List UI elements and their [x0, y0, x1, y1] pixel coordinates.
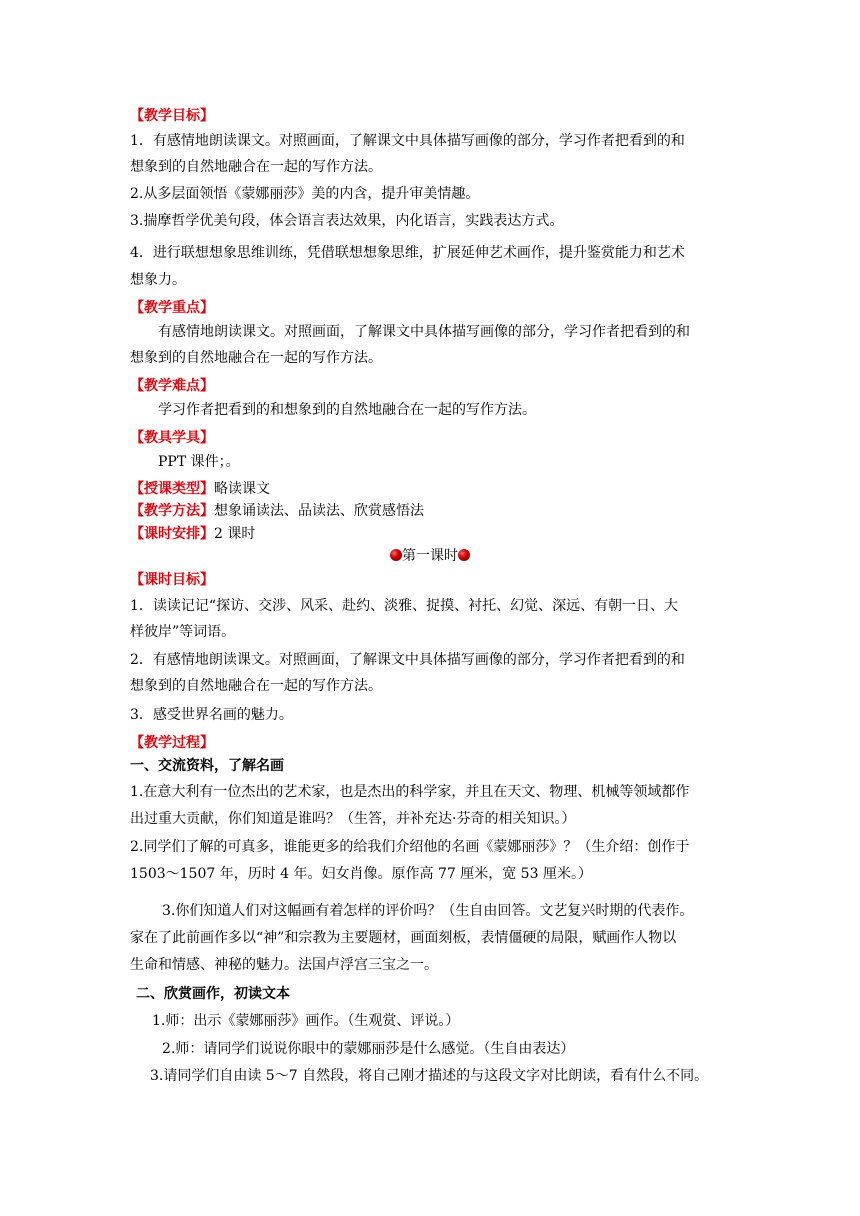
lesson-goal-line: 3．感受世界名画的魅力。 [130, 707, 293, 723]
heading-schedule: 【课时安排】 [130, 526, 214, 542]
process-line: 家在了此前画作多以“神”和宗教为主要题材，画面刻板，表情僵硬的局限，赋画作人物以 [130, 930, 677, 946]
heading-difficulties: 【教学难点】 [130, 378, 214, 394]
difficulty-line: 学习作者把看到的和想象到的自然地融合在一起的写作方法。 [158, 402, 536, 418]
process-line: 3.请同学们自由读 5～7 自然段，将自己刚才描述的与这段文字对比朗读，看有什么不同。 [150, 1068, 709, 1084]
goal-line: 想象到的自然地融合在一起的写作方法。 [130, 159, 382, 175]
lesson-type-row [130, 479, 730, 499]
schedule-value: 2 课时 [214, 526, 256, 542]
heading-lesson-goals: 【课时目标】 [130, 572, 214, 588]
heading-key-points: 【教学重点】 [130, 300, 214, 316]
schedule-row [130, 524, 730, 544]
first-lesson-label: 第一课时 [402, 548, 458, 564]
goal-line: 4．进行联想想象思维训练，凭借联想想象思维，扩展延伸艺术画作，提升鉴赏能力和艺术 [130, 245, 685, 261]
red-ball-icon [390, 549, 402, 561]
methods-row [130, 501, 730, 521]
heading-process: 【教学过程】 [130, 735, 214, 751]
process-line: 3.你们知道人们对这幅画有着怎样的评价吗？（生自由回答。文艺复兴时期的代表作。 [162, 903, 694, 919]
lesson-goal-line: 样彼岸”等词语。 [130, 624, 236, 640]
goal-line: 想象力。 [130, 272, 186, 288]
process-line: 出过重大贡献，你们知道是谁吗？（生答，并补充达·芬奇的相关知识。） [130, 811, 576, 827]
heading-tools: 【教具学具】 [130, 430, 214, 446]
process-line: 生命和情感、神秘的魅力。法国卢浮宫三宝之一。 [130, 957, 438, 973]
process-line: 1.在意大利有一位杰出的艺术家，也是杰出的科学家，并且在天文、物理、机械等领域都作 [130, 784, 690, 800]
goal-line: 3.揣摩哲学优美句段，体会语言表达效果，内化语言，实践表达方式。 [130, 213, 564, 229]
lesson-type-value: 略读课文 [214, 481, 270, 497]
goal-line: 1．有感情地朗读课文。对照画面，了解课文中具体描写画像的部分，学习作者把看到的和 [130, 133, 685, 149]
tools-line: PPT 课件；。 [158, 454, 240, 470]
heading-methods: 【教学方法】 [130, 503, 214, 519]
section2-title: 二、欣赏画作，初读文本 [136, 986, 290, 1002]
process-line: 2.同学们了解的可真多，谁能更多的给我们介绍他的名画《蒙娜丽莎》？（生介绍：创作于 [130, 839, 690, 855]
lesson-goal-line: 1．读读记记“探访、交涉、风采、赴约、淡雅、捉摸、衬托、幻觉、深远、有朝一日、大 [130, 598, 679, 614]
lesson-goal-line: 2．有感情地朗读课文。对照画面，了解课文中具体描写画像的部分，学习作者把看到的和 [130, 652, 685, 668]
key-point-line: 有感情地朗读课文。对照画面，了解课文中具体描写画像的部分，学习作者把看到的和 [158, 324, 690, 340]
goal-line: 2.从多层面领悟《蒙娜丽莎》美的内含，提升审美情趣。 [130, 186, 480, 202]
process-line: 1503～1507 年，历时 4 年。妇女肖像。原作高 77 厘米，宽 53 厘米。） [130, 866, 592, 882]
section1-title: 一、交流资料，了解名画 [130, 758, 284, 774]
red-ball-icon [458, 549, 470, 561]
key-point-line: 想象到的自然地融合在一起的写作方法。 [130, 350, 382, 366]
heading-teaching-goals: 【教学目标】 [130, 108, 214, 124]
lesson-goal-line: 想象到的自然地融合在一起的写作方法。 [130, 678, 382, 694]
first-lesson-title [130, 546, 730, 566]
process-line: 2.师：请同学们说说你眼中的蒙娜丽莎是什么感觉。（生自由表达） [162, 1041, 575, 1057]
methods-value: 想象诵读法、品读法、欣赏感悟法 [214, 503, 424, 519]
heading-lesson-type: 【授课类型】 [130, 481, 214, 497]
process-line: 1.师：出示《蒙娜丽莎》画作。（生观赏、评说。） [152, 1013, 460, 1029]
